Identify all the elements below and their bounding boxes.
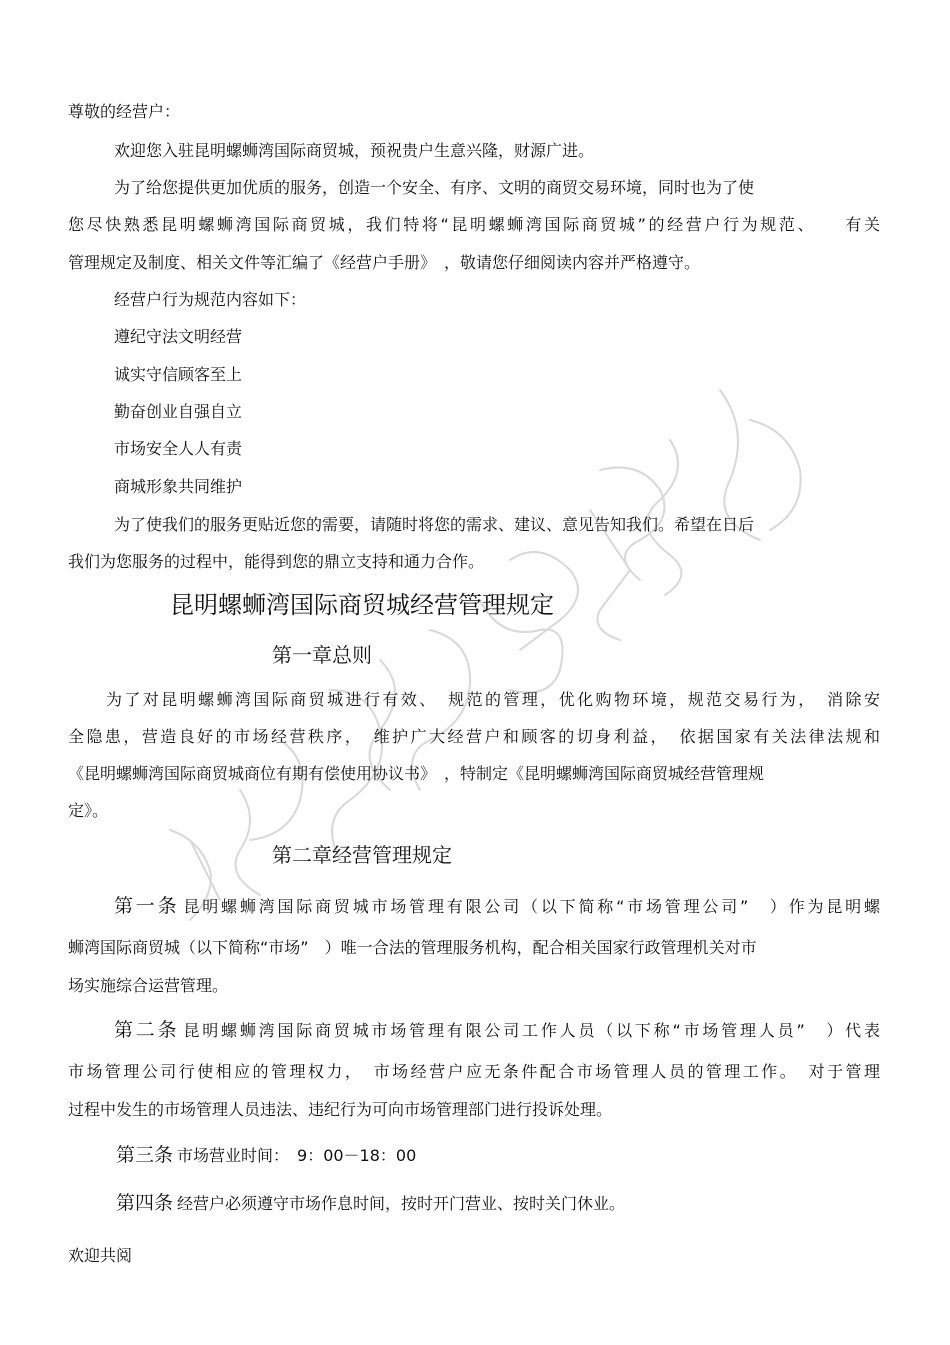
closing-line-1: 为了使我们的服务更贴近您的需要，请随时将您的需求、建议、意见告知我们。希望在日后 — [114, 515, 755, 534]
article-text: 市场营业时间： 9：00－18：00 — [177, 1146, 417, 1165]
intro-paragraph-line-1: 为了给您提供更加优质的服务，创造一个安全、有序、文明的商贸交易环境，同时也为了使 — [114, 178, 755, 197]
code-item: 诚实守信顾客至上 — [114, 365, 243, 384]
code-item: 市场安全人人有责 — [114, 439, 243, 458]
article-2-line-2: 市场管理公司行使相应的管理权力， 市场经营户应无条件配合市场管理人员的管理工作。 对于管理 — [68, 1062, 880, 1081]
chapter-2-title: 第二章经营管理规定 — [272, 843, 452, 867]
article-text: 经营户必须遵守市场作息时间，按时开门营业、按时关门休业。 — [177, 1194, 626, 1213]
code-item: 勤奋创业自强自立 — [114, 402, 243, 421]
article-label: 第四条 — [116, 1192, 174, 1214]
article-2 — [114, 1020, 880, 1041]
article-text: 昆明螺蛳湾国际商贸城市场管理有限公司工作人员（以下称“市场管理人员” ）代表 — [183, 1021, 880, 1040]
article-1 — [114, 896, 880, 917]
article-label: 第二条 — [114, 1019, 180, 1041]
chapter-1-title: 第一章总则 — [272, 643, 372, 667]
code-item: 遵纪守法文明经营 — [114, 327, 243, 346]
intro-paragraph-line-3: 管理规定及制度、相关文件等汇编了《经营户手册》 ，敬请您仔细阅读内容并严格遵守。 — [68, 253, 701, 272]
chapter-1-line-2: 全隐患，营造良好的市场经营秩序， 维护广大经营户和顾客的切身利益， 依据国家有关法律法规和 — [68, 727, 880, 746]
footer-note: 欢迎共阅 — [68, 1246, 133, 1265]
article-3 — [116, 1145, 416, 1166]
article-label: 第三条 — [116, 1144, 174, 1166]
article-1-line-3: 场实施综合运营管理。 — [68, 976, 229, 995]
chapter-1-line-3: 《昆明螺蛳湾国际商贸城商位有期有偿使用协议书》 ，特制定《昆明螺蛳湾国际商贸城经营管理规 — [68, 764, 765, 783]
article-label: 第一条 — [114, 895, 180, 917]
closing-line-2: 我们为您服务的过程中，能得到您的鼎立支持和通力合作。 — [68, 552, 485, 571]
document-title: 昆明螺蛳湾国际商贸城经营管理规定 — [170, 591, 554, 619]
article-4 — [116, 1193, 625, 1214]
intro-paragraph-line-2: 您尽快熟悉昆明螺蛳湾国际商贸城，我们特将“昆明螺蛳湾国际商贸城”的经营户行为规范、 有关 — [68, 215, 880, 234]
greeting: 尊敬的经营户： — [68, 102, 181, 121]
article-1-line-2: 蛳湾国际商贸城（以下简称“市场” ）唯一合法的管理服务机构，配合相关国家行政管理机关对市 — [68, 938, 757, 957]
chapter-1-line-4: 定》。 — [68, 801, 109, 820]
article-2-line-3: 过程中发生的市场管理人员违法、违纪行为可向市场管理部门进行投诉处理。 — [68, 1100, 613, 1119]
article-text: 昆明螺蛳湾国际商贸城市场管理有限公司（以下简称“市场管理公司” ）作为昆明螺 — [183, 897, 880, 916]
chapter-1-line-1: 为了对昆明螺蛳湾国际商贸城进行有效、 规范的管理，优化购物环境，规范交易行为， 消除安 — [106, 690, 880, 709]
intro-welcome: 欢迎您入驻昆明螺蛳湾国际商贸城，预祝贵户生意兴隆，财源广进。 — [114, 141, 595, 160]
code-heading: 经营户行为规范内容如下： — [114, 290, 307, 309]
code-item: 商城形象共同维护 — [114, 477, 243, 496]
